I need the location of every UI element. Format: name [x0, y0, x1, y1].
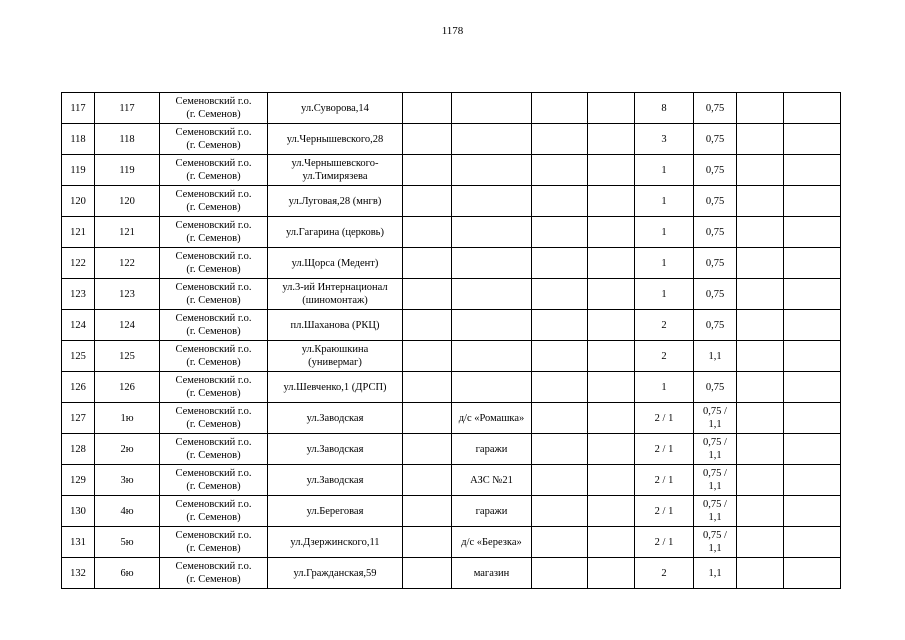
- container-volume-cell: [694, 496, 737, 527]
- site-code-cell: 120: [95, 186, 160, 217]
- container-volume-cell-line: 1,1: [708, 481, 722, 492]
- empty-cell: [588, 310, 635, 341]
- empty-cell: [588, 496, 635, 527]
- empty-cell: [403, 124, 452, 155]
- empty-cell: [532, 124, 588, 155]
- site-code-cell: 123: [95, 279, 160, 310]
- address-cell-line: ул.Чернышевского,28: [286, 133, 384, 145]
- container-volume-cell-line: 0,75 /: [703, 437, 727, 448]
- empty-cell: [588, 279, 635, 310]
- empty-cell: [784, 186, 841, 217]
- container-count-cell: 1: [635, 372, 694, 403]
- row-number-cell: 121: [62, 217, 95, 248]
- settlement-cell-line: (г. Семенов): [186, 481, 241, 492]
- container-count-cell: 1: [635, 279, 694, 310]
- container-count-cell: 1: [635, 217, 694, 248]
- address-cell: [268, 155, 403, 186]
- settlement-cell-line: (г. Семенов): [186, 140, 241, 151]
- container-count-cell: 1: [635, 248, 694, 279]
- settlement-cell: [160, 217, 268, 248]
- container-volume-cell: [694, 124, 737, 155]
- container-count-cell: 1: [635, 186, 694, 217]
- settlement-cell-line: Семеновский г.о.: [175, 96, 252, 107]
- empty-cell: [532, 186, 588, 217]
- empty-cell: [403, 186, 452, 217]
- table-row: [62, 527, 841, 558]
- empty-cell: [737, 527, 784, 558]
- empty-cell: [737, 155, 784, 186]
- empty-cell: [737, 341, 784, 372]
- object-cell: [452, 248, 532, 279]
- table-row: [62, 186, 841, 217]
- empty-cell: [737, 186, 784, 217]
- empty-cell: [737, 465, 784, 496]
- object-cell: [452, 341, 532, 372]
- empty-cell: [403, 496, 452, 527]
- settlement-cell-line: Семеновский г.о.: [175, 127, 252, 138]
- container-volume-cell: [694, 93, 737, 124]
- table-row: [62, 93, 841, 124]
- site-code-cell: 126: [95, 372, 160, 403]
- empty-cell: [403, 155, 452, 186]
- object-cell: гаражи: [452, 496, 532, 527]
- container-count-cell: 2 / 1: [635, 434, 694, 465]
- container-volume-cell: [694, 279, 737, 310]
- container-volume-cell: [694, 186, 737, 217]
- row-number-cell: 129: [62, 465, 95, 496]
- table-row: [62, 310, 841, 341]
- table-row: [62, 279, 841, 310]
- container-volume-cell-line: 0,75: [705, 164, 725, 176]
- container-volume-cell-line: 0,75 /: [703, 406, 727, 417]
- table-row: [62, 434, 841, 465]
- empty-cell: [784, 372, 841, 403]
- empty-cell: [737, 372, 784, 403]
- table-row: [62, 496, 841, 527]
- container-volume-cell-line: 1,1: [708, 543, 722, 554]
- settlement-cell-line: (г. Семенов): [186, 171, 241, 182]
- settlement-cell: [160, 341, 268, 372]
- row-number-cell: 119: [62, 155, 95, 186]
- container-volume-cell-line: 0,75 /: [703, 530, 727, 541]
- settlement-cell-line: (г. Семенов): [186, 264, 241, 275]
- empty-cell: [532, 434, 588, 465]
- settlement-cell: [160, 434, 268, 465]
- empty-cell: [784, 465, 841, 496]
- settlement-cell-line: Семеновский г.о.: [175, 189, 252, 200]
- address-cell: [268, 527, 403, 558]
- empty-cell: [532, 403, 588, 434]
- empty-cell: [784, 217, 841, 248]
- row-number-cell: 118: [62, 124, 95, 155]
- empty-cell: [588, 527, 635, 558]
- site-code-cell: 124: [95, 310, 160, 341]
- container-volume-cell-line: 0,75: [705, 288, 725, 300]
- empty-cell: [737, 217, 784, 248]
- settlement-cell: [160, 310, 268, 341]
- empty-cell: [737, 279, 784, 310]
- empty-cell: [784, 155, 841, 186]
- empty-cell: [784, 310, 841, 341]
- empty-cell: [784, 124, 841, 155]
- address-cell: [268, 465, 403, 496]
- container-volume-cell-line: 0,75: [705, 319, 725, 331]
- empty-cell: [737, 248, 784, 279]
- settlement-cell-line: (г. Семенов): [186, 419, 241, 430]
- address-cell-line: ул.Заводская: [306, 443, 364, 455]
- empty-cell: [737, 310, 784, 341]
- object-cell: [452, 124, 532, 155]
- empty-cell: [737, 558, 784, 589]
- site-code-cell: 6ю: [95, 558, 160, 589]
- empty-cell: [532, 310, 588, 341]
- settlement-cell-line: Семеновский г.о.: [175, 561, 252, 572]
- object-cell: [452, 217, 532, 248]
- site-code-cell: 122: [95, 248, 160, 279]
- container-count-cell: 2: [635, 341, 694, 372]
- empty-cell: [532, 155, 588, 186]
- site-code-cell: 121: [95, 217, 160, 248]
- settlement-cell-line: Семеновский г.о.: [175, 375, 252, 386]
- table-row: [62, 155, 841, 186]
- empty-cell: [737, 403, 784, 434]
- address-cell-line: ул.3-ий Интернационал: [282, 282, 388, 293]
- container-volume-cell-line: 0,75: [705, 226, 725, 238]
- address-cell: [268, 558, 403, 589]
- settlement-cell-line: Семеновский г.о.: [175, 499, 252, 510]
- empty-cell: [532, 248, 588, 279]
- address-cell-line: пл.Шаханова (РКЦ): [290, 319, 380, 331]
- container-count-cell: 2: [635, 558, 694, 589]
- object-cell: [452, 155, 532, 186]
- empty-cell: [588, 403, 635, 434]
- empty-cell: [784, 434, 841, 465]
- site-code-cell: 4ю: [95, 496, 160, 527]
- settlement-cell: [160, 124, 268, 155]
- empty-cell: [588, 155, 635, 186]
- container-volume-cell-line: 0,75: [705, 195, 725, 207]
- container-volume-cell-line: 0,75: [705, 102, 725, 114]
- empty-cell: [588, 434, 635, 465]
- empty-cell: [532, 372, 588, 403]
- object-cell: АЗС №21: [452, 465, 532, 496]
- table-row: [62, 124, 841, 155]
- container-volume-cell-line: 1,1: [708, 567, 722, 579]
- empty-cell: [784, 403, 841, 434]
- row-number-cell: 126: [62, 372, 95, 403]
- container-volume-cell: [694, 372, 737, 403]
- object-cell: [452, 186, 532, 217]
- address-cell-line: ул.Гагарина (церковь): [286, 226, 384, 238]
- container-volume-cell-line: 1,1: [708, 512, 722, 523]
- container-volume-cell: [694, 310, 737, 341]
- settlement-cell-line: Семеновский г.о.: [175, 406, 252, 417]
- container-sites-table: [61, 92, 841, 589]
- settlement-cell: [160, 93, 268, 124]
- container-volume-cell: [694, 248, 737, 279]
- row-number-cell: 127: [62, 403, 95, 434]
- address-cell: [268, 93, 403, 124]
- table-row: [62, 465, 841, 496]
- empty-cell: [784, 527, 841, 558]
- empty-cell: [403, 558, 452, 589]
- address-cell: [268, 279, 403, 310]
- settlement-cell-line: (г. Семенов): [186, 326, 241, 337]
- page-number: 1178: [441, 25, 464, 37]
- object-cell: [452, 93, 532, 124]
- settlement-cell-line: (г. Семенов): [186, 357, 241, 368]
- container-count-cell: 1: [635, 155, 694, 186]
- settlement-cell-line: Семеновский г.о.: [175, 437, 252, 448]
- address-cell: [268, 186, 403, 217]
- settlement-cell: [160, 403, 268, 434]
- container-count-cell: 8: [635, 93, 694, 124]
- address-cell-line: ул.Щорса (Медент): [291, 257, 379, 269]
- table-row: [62, 217, 841, 248]
- address-cell-line: ул.Суворова,14: [301, 102, 369, 114]
- container-volume-cell: [694, 341, 737, 372]
- table-row: [62, 372, 841, 403]
- container-volume-cell: [694, 558, 737, 589]
- empty-cell: [588, 558, 635, 589]
- settlement-cell-line: (г. Семенов): [186, 295, 241, 306]
- empty-cell: [588, 248, 635, 279]
- object-cell: д/с «Ромашка»: [452, 403, 532, 434]
- empty-cell: [532, 558, 588, 589]
- container-volume-cell-line: 1,1: [708, 450, 722, 461]
- row-number-cell: 131: [62, 527, 95, 558]
- container-volume-cell: [694, 155, 737, 186]
- container-volume-cell-line: 0,75 /: [703, 468, 727, 479]
- address-cell-line: ул.Краюшкина: [301, 344, 369, 355]
- empty-cell: [532, 465, 588, 496]
- container-count-cell: 2: [635, 310, 694, 341]
- address-cell-line: ул.Дзержинского,11: [290, 536, 380, 548]
- empty-cell: [532, 93, 588, 124]
- row-number-cell: 123: [62, 279, 95, 310]
- address-cell-line: (шиномонтаж): [302, 295, 368, 306]
- container-count-cell: 2 / 1: [635, 465, 694, 496]
- empty-cell: [403, 217, 452, 248]
- address-cell-line: (универмаг): [308, 357, 362, 368]
- empty-cell: [784, 93, 841, 124]
- settlement-cell-line: (г. Семенов): [186, 512, 241, 523]
- settlement-cell-line: Семеновский г.о.: [175, 220, 252, 231]
- empty-cell: [588, 341, 635, 372]
- empty-cell: [737, 93, 784, 124]
- container-volume-cell-line: 0,75 /: [703, 499, 727, 510]
- settlement-cell-line: Семеновский г.о.: [175, 344, 252, 355]
- address-cell: [268, 434, 403, 465]
- empty-cell: [403, 527, 452, 558]
- address-cell-line: ул.Чернышевского-: [291, 158, 379, 169]
- row-number-cell: 117: [62, 93, 95, 124]
- settlement-cell: [160, 372, 268, 403]
- settlement-cell-line: Семеновский г.о.: [175, 251, 252, 262]
- empty-cell: [532, 279, 588, 310]
- settlement-cell-line: Семеновский г.о.: [175, 468, 252, 479]
- object-cell: магазин: [452, 558, 532, 589]
- empty-cell: [403, 372, 452, 403]
- row-number-cell: 125: [62, 341, 95, 372]
- row-number-cell: 130: [62, 496, 95, 527]
- empty-cell: [737, 124, 784, 155]
- empty-cell: [588, 217, 635, 248]
- address-cell: [268, 217, 403, 248]
- address-cell: [268, 341, 403, 372]
- object-cell: [452, 310, 532, 341]
- empty-cell: [588, 186, 635, 217]
- row-number-cell: 132: [62, 558, 95, 589]
- container-volume-cell-line: 0,75: [705, 381, 725, 393]
- container-volume-cell: [694, 434, 737, 465]
- row-number-cell: 120: [62, 186, 95, 217]
- table-row: [62, 558, 841, 589]
- row-number-cell: 128: [62, 434, 95, 465]
- site-code-cell: 1ю: [95, 403, 160, 434]
- empty-cell: [784, 558, 841, 589]
- settlement-cell: [160, 155, 268, 186]
- site-code-cell: 3ю: [95, 465, 160, 496]
- container-count-cell: 2 / 1: [635, 403, 694, 434]
- empty-cell: [532, 217, 588, 248]
- site-code-cell: 5ю: [95, 527, 160, 558]
- object-cell: гаражи: [452, 434, 532, 465]
- empty-cell: [403, 279, 452, 310]
- empty-cell: [784, 341, 841, 372]
- container-count-cell: 3: [635, 124, 694, 155]
- address-cell-line: ул.Шевченко,1 (ДРСП): [283, 381, 387, 393]
- site-code-cell: 119: [95, 155, 160, 186]
- empty-cell: [532, 496, 588, 527]
- settlement-cell-line: (г. Семенов): [186, 109, 241, 120]
- empty-cell: [588, 124, 635, 155]
- site-code-cell: 118: [95, 124, 160, 155]
- empty-cell: [784, 248, 841, 279]
- object-cell: [452, 279, 532, 310]
- empty-cell: [403, 341, 452, 372]
- empty-cell: [588, 465, 635, 496]
- settlement-cell-line: (г. Семенов): [186, 388, 241, 399]
- empty-cell: [403, 93, 452, 124]
- object-cell: д/с «Березка»: [452, 527, 532, 558]
- empty-cell: [784, 496, 841, 527]
- empty-cell: [403, 310, 452, 341]
- table-body: [62, 93, 841, 589]
- empty-cell: [588, 372, 635, 403]
- container-volume-cell: [694, 527, 737, 558]
- empty-cell: [737, 496, 784, 527]
- row-number-cell: 124: [62, 310, 95, 341]
- container-count-cell: 2 / 1: [635, 527, 694, 558]
- table-row: [62, 341, 841, 372]
- address-cell-line: ул.Тимирязева: [302, 171, 368, 182]
- settlement-cell-line: (г. Семенов): [186, 202, 241, 213]
- settlement-cell-line: (г. Семенов): [186, 450, 241, 461]
- address-cell-line: ул.Луговая,28 (мнгв): [288, 195, 382, 207]
- site-code-cell: 125: [95, 341, 160, 372]
- container-volume-cell-line: 0,75: [705, 133, 725, 145]
- empty-cell: [737, 434, 784, 465]
- settlement-cell-line: (г. Семенов): [186, 543, 241, 554]
- container-volume-cell-line: 1,1: [708, 350, 722, 362]
- settlement-cell: [160, 186, 268, 217]
- settlement-cell-line: Семеновский г.о.: [175, 530, 252, 541]
- address-cell-line: ул.Заводская: [306, 474, 364, 486]
- empty-cell: [403, 403, 452, 434]
- address-cell-line: ул.Гражданская,59: [293, 567, 377, 579]
- address-cell: [268, 248, 403, 279]
- address-cell: [268, 310, 403, 341]
- table-row: [62, 403, 841, 434]
- empty-cell: [403, 434, 452, 465]
- settlement-cell-line: Семеновский г.о.: [175, 313, 252, 324]
- settlement-cell-line: Семеновский г.о.: [175, 282, 252, 293]
- address-cell: [268, 496, 403, 527]
- container-volume-cell-line: 0,75: [705, 257, 725, 269]
- settlement-cell-line: (г. Семенов): [186, 233, 241, 244]
- empty-cell: [532, 341, 588, 372]
- object-cell: [452, 372, 532, 403]
- settlement-cell: [160, 558, 268, 589]
- container-volume-cell: [694, 217, 737, 248]
- container-volume-cell: [694, 403, 737, 434]
- settlement-cell: [160, 279, 268, 310]
- site-code-cell: 2ю: [95, 434, 160, 465]
- settlement-cell-line: Семеновский г.о.: [175, 158, 252, 169]
- empty-cell: [532, 527, 588, 558]
- address-cell: [268, 372, 403, 403]
- site-code-cell: 117: [95, 93, 160, 124]
- row-number-cell: 122: [62, 248, 95, 279]
- settlement-cell: [160, 248, 268, 279]
- address-cell: [268, 124, 403, 155]
- empty-cell: [403, 248, 452, 279]
- settlement-cell: [160, 465, 268, 496]
- empty-cell: [784, 279, 841, 310]
- empty-cell: [403, 465, 452, 496]
- address-cell: [268, 403, 403, 434]
- address-cell-line: ул.Заводская: [306, 412, 364, 424]
- settlement-cell: [160, 527, 268, 558]
- settlement-cell: [160, 496, 268, 527]
- table-row: [62, 248, 841, 279]
- container-count-cell: 2 / 1: [635, 496, 694, 527]
- address-cell-line: ул.Береговая: [306, 505, 364, 517]
- settlement-cell-line: (г. Семенов): [186, 574, 241, 585]
- container-volume-cell-line: 1,1: [708, 419, 722, 430]
- empty-cell: [588, 93, 635, 124]
- container-volume-cell: [694, 465, 737, 496]
